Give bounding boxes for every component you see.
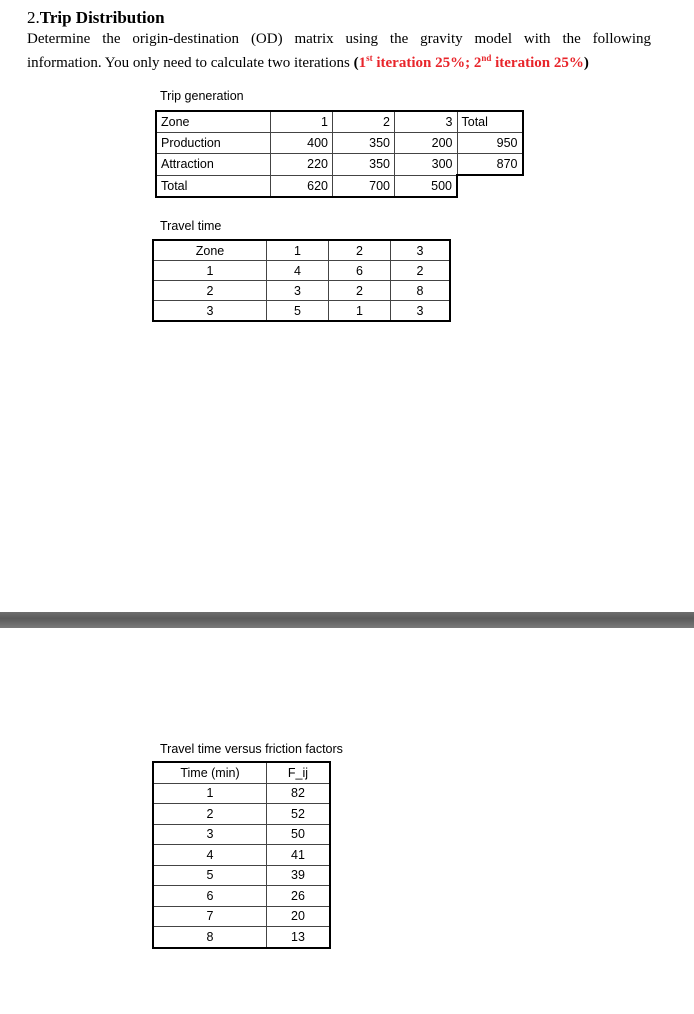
table-cell: 3	[153, 824, 267, 845]
table-cell: 2	[391, 261, 451, 281]
table-cell: 41	[267, 845, 331, 866]
table-cell: 39	[267, 865, 331, 886]
table-cell: 5	[153, 865, 267, 886]
table-cell: 500	[395, 175, 458, 197]
iteration-note	[359, 55, 584, 71]
table-cell: 3	[153, 301, 267, 322]
table-cell: Zone	[156, 111, 271, 133]
friction-factor-table	[152, 761, 331, 949]
trip-generation-caption: Trip generation	[160, 89, 244, 103]
table-row	[153, 783, 330, 804]
table-row	[156, 133, 523, 154]
table-cell: Time (min)	[153, 762, 267, 783]
table-cell: 1	[329, 301, 391, 322]
table-row	[153, 804, 330, 825]
table-cell: 1	[271, 111, 333, 133]
table-row	[153, 261, 450, 281]
iter2-sup: nd	[481, 53, 492, 63]
table-cell: 5	[267, 301, 329, 322]
table-cell: 3	[391, 301, 451, 322]
table-cell: 26	[267, 886, 331, 907]
table-cell: 20	[267, 906, 331, 927]
table-row	[153, 845, 330, 866]
table-cell: 620	[271, 175, 333, 197]
table-cell: 350	[333, 133, 395, 154]
table-cell: 52	[267, 804, 331, 825]
statement-line-2: information. You only need to calculate two iterations	[27, 55, 354, 71]
table-cell: 1	[153, 783, 267, 804]
table-cell: 950	[457, 133, 523, 154]
problem-heading	[27, 8, 165, 28]
table-cell: 7	[153, 906, 267, 927]
open-paren: (	[353, 55, 359, 71]
table-row	[153, 301, 450, 322]
table-row	[156, 175, 523, 197]
table-cell: 300	[395, 154, 458, 176]
table-cell: 8	[153, 927, 267, 948]
table-row	[153, 240, 450, 261]
travel-time-caption: Travel time	[160, 219, 222, 233]
table-cell: 4	[267, 261, 329, 281]
table-cell: 4	[153, 845, 267, 866]
table-cell: 1	[153, 261, 267, 281]
table-row	[153, 281, 450, 301]
table-cell: 6	[153, 886, 267, 907]
table-cell: 2	[153, 804, 267, 825]
travel-time-table	[152, 239, 451, 322]
table-cell: 82	[267, 783, 331, 804]
close-paren: )	[583, 55, 589, 71]
table-cell: 220	[271, 154, 333, 176]
table-row	[153, 762, 330, 783]
table-row	[153, 886, 330, 907]
iter1-sup: st	[366, 53, 373, 63]
table-cell: 2	[153, 281, 267, 301]
table-cell: 13	[267, 927, 331, 948]
problem-number: 2.	[27, 8, 40, 27]
problem-statement	[27, 30, 651, 73]
table-cell: F_ij	[267, 762, 331, 783]
table-cell: 3	[391, 240, 451, 261]
table-cell: 6	[329, 261, 391, 281]
table-cell: 350	[333, 154, 395, 176]
table-row	[153, 927, 330, 948]
table-cell: 2	[329, 240, 391, 261]
table-cell: 8	[391, 281, 451, 301]
table-cell: Zone	[153, 240, 267, 261]
table-row	[156, 111, 523, 133]
table-cell: Attraction	[156, 154, 271, 176]
table-cell: 200	[395, 133, 458, 154]
table-cell: 2	[333, 111, 395, 133]
iter1-text: iteration 25%; 2	[372, 55, 482, 71]
table-cell: 50	[267, 824, 331, 845]
iter1-number: 1	[358, 55, 367, 71]
table-row	[153, 906, 330, 927]
page-separator	[0, 612, 694, 628]
table-cell: 870	[457, 154, 523, 176]
table-row	[153, 865, 330, 886]
friction-caption: Travel time versus friction factors	[160, 742, 343, 756]
table-cell: Total	[156, 175, 271, 197]
table-cell: Production	[156, 133, 271, 154]
table-row	[156, 154, 523, 176]
table-cell: 2	[329, 281, 391, 301]
table-cell: Total	[457, 111, 523, 133]
statement-line-1: Determine the origin-destination (OD) matrix using the gravity model with the following	[27, 31, 651, 47]
trip-generation-table	[155, 110, 524, 198]
table-row	[153, 824, 330, 845]
iter2-text: iteration 25%	[491, 55, 584, 71]
table-cell: 700	[333, 175, 395, 197]
page-2	[0, 628, 694, 1014]
table-cell-empty	[457, 175, 523, 197]
table-cell: 3	[267, 281, 329, 301]
table-cell: 3	[395, 111, 458, 133]
problem-title: Trip Distribution	[39, 8, 165, 27]
table-cell: 1	[267, 240, 329, 261]
table-cell: 400	[271, 133, 333, 154]
